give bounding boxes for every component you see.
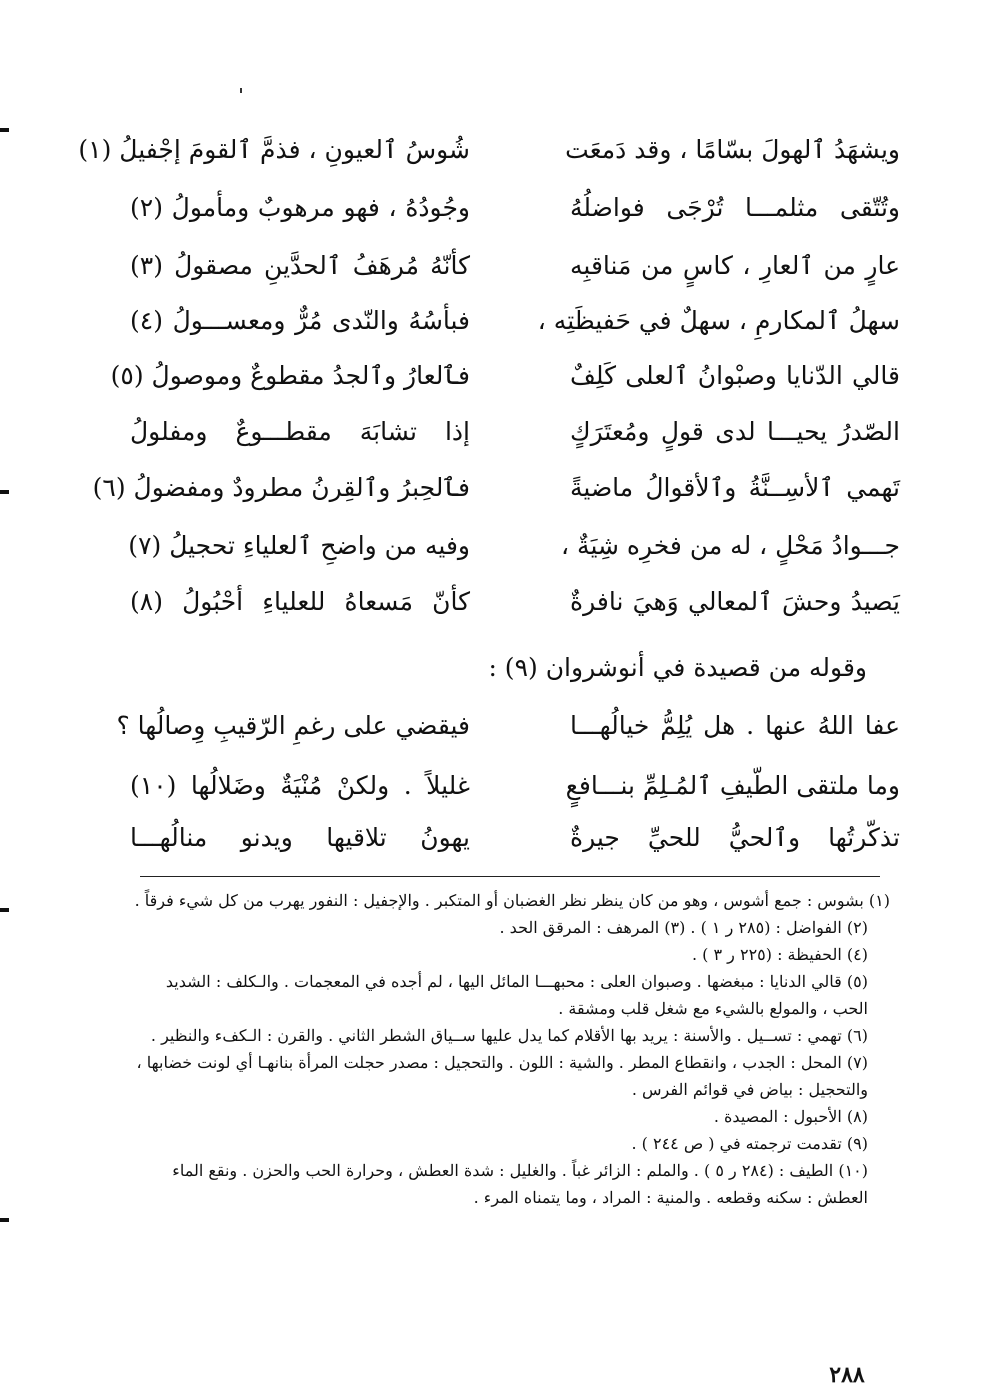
verse-second-hemistich: يهونُ تلاقيها ويدنو منالُهـــا [130, 823, 470, 852]
verse-line [130, 406, 900, 458]
footnote: (٧) المحل : الجدب ، وانقطاع المطر . والشية : اللون . والتحجيل : مصدر حجلت المرأة بنانهـا أي لونت خضابها ، والتحجيل : بياض في قوائم الفرس . [136, 1053, 868, 1099]
footnotes [130, 887, 890, 1211]
footnote: (٢) الفواضل : (٢٨٥ ر ١ ) . (٣) المرهف : المرقق الحد . [499, 918, 868, 937]
scan-edge-mark [0, 490, 9, 494]
verse-first-hemistich: تَهمي ٱلأسِــنَّةُ وٱلأقوالُ ماضيةً [570, 473, 900, 502]
verse-line [130, 812, 900, 864]
verse-second-hemistich: إذا تشابَهَ مقطـــوعٌ ومفلولُ [130, 417, 470, 446]
verse-second-hemistich: فبأسُهُ والنّدى مُرٌّ ومعســـولُ (٤) [130, 306, 470, 335]
verse-first-hemistich: جـــوادُ مَحْلٍ ، له من فخرِه شِيَةٌ ، [561, 531, 900, 560]
footnote: (٥) قالي الدنايا : مبغضها . وصبوان العلى : محبهـــا المائل اليها ، لم أجده في المعجمات . والـكلف : الشديد الحب ، والمولع بالشيء مع شغل قلب ومشقة . [165, 972, 868, 1018]
verse-line [78, 124, 900, 176]
verse-first-hemistich: يَصيدُ وحشَ ٱلمعالي وَهيَ نافرةٌ [570, 587, 900, 616]
verse-first-hemistich: قالي الدّنايا وصبْوانُ ٱلعلى كَلِفٌ [570, 361, 900, 390]
verse-line [130, 760, 900, 812]
verse-line [116, 700, 900, 752]
verse-line [130, 520, 900, 572]
verse-line [110, 350, 900, 402]
scan-edge-mark [0, 908, 9, 912]
footnote: (٤) الحفيظة : (٢٢٥ ر ٣ ) . [691, 945, 868, 964]
verse-first-hemistich: الصّدرُ يحيـــا لدى قولٍ ومُعتَرَكٍ [570, 417, 900, 446]
page-number: ٢٨٨ [829, 1362, 865, 1388]
footnote-separator [140, 876, 880, 877]
verse-second-hemistich: غليلاً . ولكنْ مُنْيَةٌ وضَلالُها (١٠) [130, 771, 470, 800]
verse-line [130, 295, 900, 347]
verse-first-hemistich: عارٍ من ٱلعارِ ، كاسٍ من مَناقبِه [570, 251, 900, 280]
poem-intro-line: وقوله من قصيدة في أنوشروان (٩) : [488, 653, 867, 682]
footnote: (٨) الأحبول : المصيدة . [713, 1107, 868, 1126]
verse-first-hemistich: عفا اللهُ عنها . هل يُلِمُّ خيالُهـــا [570, 711, 900, 740]
footnote: (١٠) الطيف : (٢٨٤ ر ٥ ) . والملم : الزائر غباً . والغليل : شدة العطش ، وحرارة الحب والحزن . ونقع الماء العطش : سكنه وقطعه . والمنية : المراد ، وما يتمناه المرء . [172, 1161, 868, 1207]
verse-second-hemistich: فيقضي على رغمِ الرّقيبِ وِصالُها ؟ [116, 711, 470, 740]
verse-line [130, 576, 900, 628]
verse-first-hemistich: ويشهَدُ ٱلهولَ بسّامًا ، وقد دَمعَت [565, 135, 900, 164]
verse-first-hemistich: وما ملتقى الطّيفِ ٱلمُـلِمِّ بنـــافعٍ [565, 771, 900, 800]
footnote: (١) بشوس : جمع أشوس ، وهو من كان ينظر نظر الغضبان أو المتكبر . والإجفيل : النفور يهرب من كل شيء فرقاً . [134, 891, 890, 910]
ink-speck [240, 88, 242, 93]
verse-second-hemistich: شُوسُ ٱلعيونِ ، فذمَّ ٱلقومَ إجْفيلُ (١) [78, 135, 470, 164]
footnote: (٩) تقدمت ترجمته في ( ص ٢٤٤ ) . [631, 1134, 868, 1153]
verse-second-hemistich: كأنّهُ مُرهَفُ ٱلحدَّينِ مصقولُ (٣) [130, 251, 470, 280]
verse-first-hemistich: سهلُ ٱلمكارمِ ، سهلٌ في حَفيظَتِه ، [537, 306, 900, 335]
verse-line [130, 182, 900, 234]
verse-second-hemistich: وفيه من واضحِ ٱلعلياءِ تحجيلُ (٧) [128, 531, 470, 560]
scan-edge-mark [0, 1218, 9, 1222]
verse-first-hemistich: تذكّرتُها وٱلحيُّ للحيِّ جيرةٌ [570, 823, 900, 852]
verse-line [130, 240, 900, 292]
verse-second-hemistich: فٱلحِبرُ وٱلقِرنُ مطرودٌ ومفضولُ (٦) [92, 473, 470, 502]
verse-first-hemistich: وتُتّقى مثلمـــا تُرْجَى فواضلُهُ [570, 193, 900, 222]
verse-line [92, 462, 900, 514]
footnote: (٦) تهمي : تســيل . والأسنة : يريد بها الأقلام كما يدل عليها ســياق الشطر الثاني . والقرن : الـكفء والنظير . [150, 1026, 868, 1045]
verse-second-hemistich: وجُودُهُ ، فهو مرهوبٌ ومأمولُ (٢) [130, 193, 470, 222]
scan-edge-mark [0, 128, 9, 132]
verse-second-hemistich: فٱلعارُ وٱلجدُ مقطوعٌ وموصولُ (٥) [110, 361, 470, 390]
verse-second-hemistich: كأنّ مَسعاهُ للعلياءِ أحْبُولُ (٨) [130, 587, 470, 616]
